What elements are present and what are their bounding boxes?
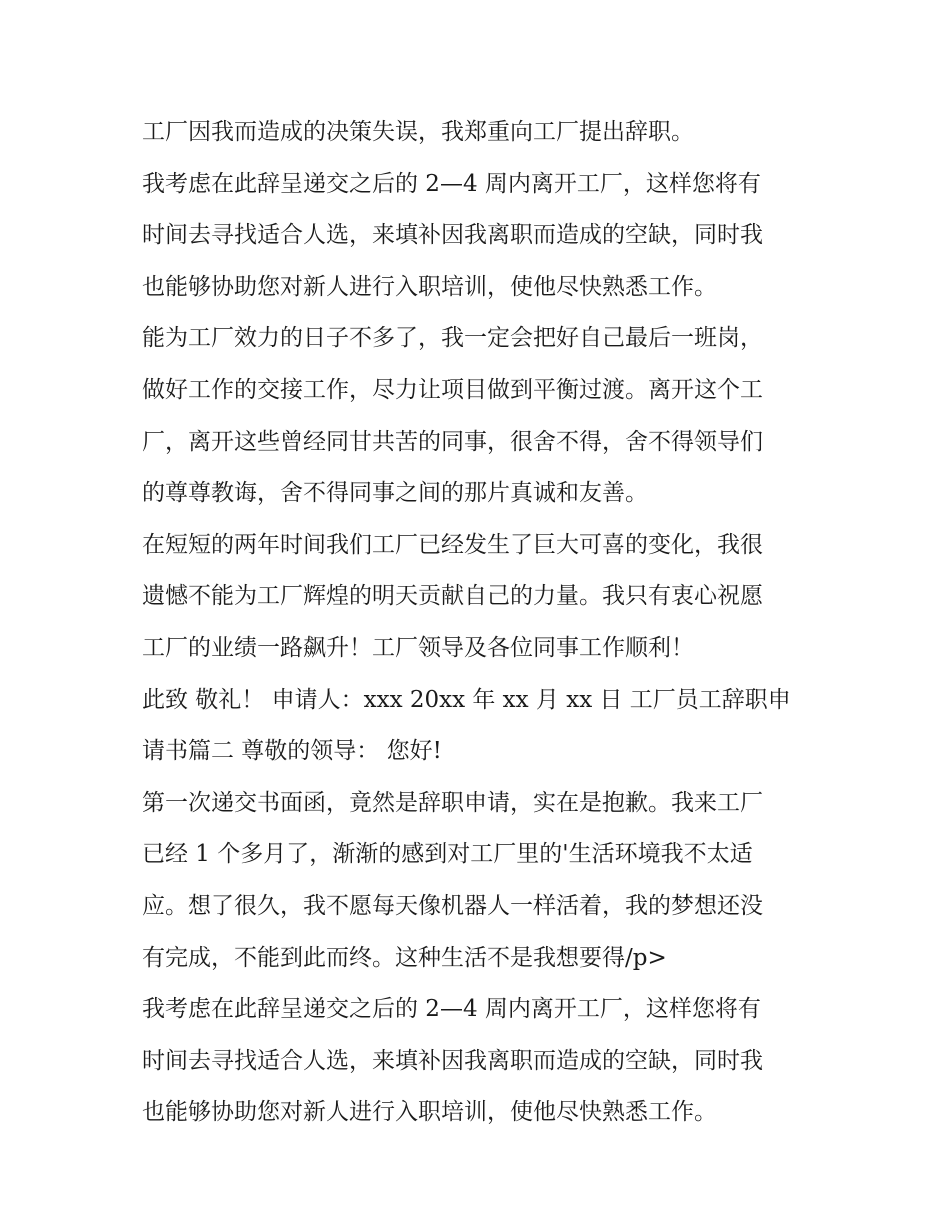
text-line: 有完成，不能到此而终。这种生活不是我想要得/p> bbox=[142, 944, 667, 971]
text-line: 也能够协助您对新人进行入职培训，使他尽快熟悉工作。 bbox=[142, 1099, 717, 1126]
text-line: 工厂因我而造成的决策失误，我郑重向工厂提出辞职。 bbox=[142, 119, 694, 145]
text-line: 做好工作的交接工作，尽力让项目做到平衡过渡。离开这个工 bbox=[142, 376, 763, 403]
text-line: 已经 1 个多月了，渐渐的感到对工厂里的'生活环境我不太适 bbox=[142, 841, 753, 868]
text-line: 我考虑在此辞呈递交之后的 2—4 周内离开工厂，这样您将有 bbox=[142, 170, 761, 197]
text-line: 时间去寻找适合人选，来填补因我离职而造成的空缺，同时我 bbox=[142, 1047, 763, 1074]
text-line: 请书篇二 尊敬的领导： 您好! bbox=[142, 738, 442, 765]
document-body bbox=[142, 107, 818, 1139]
text-line: 能为工厂效力的日子不多了，我一定会把好自己最后一班岗， bbox=[142, 325, 763, 352]
text-line: 工厂的业绩一路飙升！工厂领导及各位同事工作顺利！ bbox=[142, 634, 694, 661]
text-line: 时间去寻找适合人选，来填补因我离职而造成的空缺，同时我 bbox=[142, 222, 763, 249]
text-line: 也能够协助您对新人进行入职培训，使他尽快熟悉工作。 bbox=[142, 273, 717, 300]
text-line: 我考虑在此辞呈递交之后的 2—4 周内离开工厂，这样您将有 bbox=[142, 996, 761, 1023]
text-line: 此致 敬礼！ 申请人：xxx 20xx 年 xx 月 xx 日 工厂员工辞职申 bbox=[142, 686, 791, 713]
text-line: 第一次递交书面函，竟然是辞职申请，实在是抱歉。我来工厂 bbox=[142, 789, 763, 816]
text-line: 应。想了很久，我不愿每天像机器人一样活着，我的梦想还没 bbox=[142, 892, 763, 919]
text-line: 遗憾不能为工厂辉煌的明天贡献自己的力量。我只有衷心祝愿 bbox=[142, 583, 763, 610]
text-line: 厂，离开这些曾经同甘共苦的同事，很舍不得，舍不得领导们 bbox=[142, 428, 763, 455]
text-line: 的尊尊教诲，舍不得同事之间的那片真诚和友善。 bbox=[142, 480, 648, 507]
text-line: 在短短的两年时间我们工厂已经发生了巨大可喜的变化，我很 bbox=[142, 531, 763, 558]
